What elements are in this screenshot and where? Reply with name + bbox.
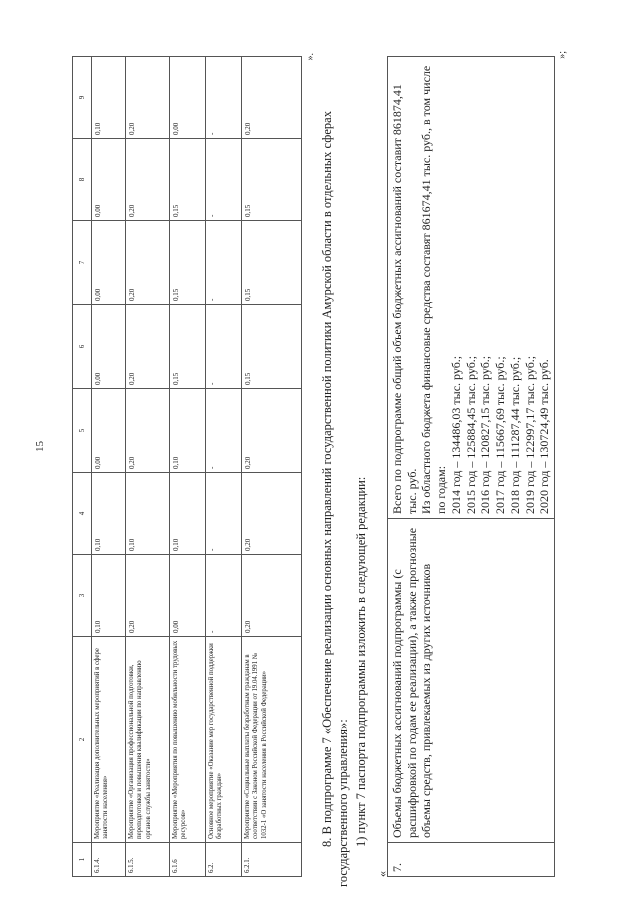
table-row: [92, 57, 126, 877]
table-row: [242, 57, 302, 877]
content-line: 2018 год – 111287,44 тыс. руб.;: [507, 356, 522, 514]
value-cell: 0,10: [92, 555, 126, 637]
rotated-page-content: [72, 47, 637, 887]
activity-name: Мероприятие «Социальные выплаты безработным гражданам в соответствии с Законом Российской Федерации от 19.04.1991 № 1032-1 «О занятости населения в Российской Федерации»: [242, 637, 302, 843]
column-header: 7: [73, 221, 92, 305]
row-id: 6.2.: [206, 843, 242, 877]
value-cell: 0,20: [126, 555, 170, 637]
column-header: 2: [73, 637, 92, 843]
column-header: 8: [73, 139, 92, 221]
value-cell: -: [206, 305, 242, 389]
value-cell: 0,10: [92, 473, 126, 555]
table-row: [206, 57, 242, 877]
row-id: 6.1.5.: [126, 843, 170, 877]
value-cell: 0,15: [170, 305, 206, 389]
value-cell: 0,15: [242, 305, 302, 389]
column-header: 9: [73, 57, 92, 139]
activity-name: Мероприятие «Организация профессиональной подготовки, переподготовки и повышения квалификации по направлению органов службы занятости»: [126, 637, 170, 843]
paragraph-8-item-1: 1) пункт 7 паспорта подпрограммы изложить в следующей редакции:: [353, 476, 368, 847]
value-cell: 0,15: [242, 221, 302, 305]
activity-name: Основное мероприятие «Оказание мер государственной поддержки безработных граждан»: [206, 637, 242, 843]
row-id: 6.1.6: [170, 843, 206, 877]
value-cell: 0,15: [170, 139, 206, 221]
content-line: 2017 год – 115667,69 тыс. руб.;: [493, 356, 507, 514]
column-header: 6: [73, 305, 92, 389]
page-number: 15: [34, 441, 46, 452]
value-cell: -: [206, 555, 242, 637]
column-header: 5: [73, 389, 92, 473]
value-cell: 0,15: [242, 139, 302, 221]
value-cell: 0,15: [170, 221, 206, 305]
passport-closing-quote: »;: [557, 51, 568, 59]
value-cell: 0,00: [92, 389, 126, 473]
value-cell: 0,00: [170, 555, 206, 637]
content-line: 2015 год – 125884,45 тыс. руб.;: [463, 355, 478, 514]
value-cell: 0,00: [92, 139, 126, 221]
table-header-row: [73, 57, 92, 877]
content-line: Из областного бюджета финансовые средства составят 861674,41 тыс. руб., в том числе по годам:: [419, 65, 448, 514]
value-cell: 0,20: [242, 57, 302, 139]
content-line: 2014 год – 134486,03 тыс. руб.;: [448, 355, 463, 514]
value-cell: 0,20: [126, 389, 170, 473]
value-cell: -: [206, 389, 242, 473]
value-cell: 0,20: [242, 389, 302, 473]
value-cell: 0,20: [126, 139, 170, 221]
table-row: [126, 57, 170, 877]
table-closing-quote: ».: [305, 53, 316, 61]
activities-table: [72, 56, 302, 877]
value-cell: -: [206, 221, 242, 305]
row-content: [387, 57, 554, 519]
value-cell: 0,20: [126, 221, 170, 305]
row-id: 6.2.1.: [242, 843, 302, 877]
activity-name: Мероприятие «Мероприятия по повышению мобильности трудовых ресурсов»: [170, 637, 206, 843]
paragraph-8: 8. В подпрограмме 7 «Обеспечение реализации основных направлений государственной политики Амурской области в отдельных сферах государственного управления»:: [320, 111, 351, 887]
content-line: 2019 год – 122997,17 тыс. руб.;: [522, 355, 537, 514]
row-label: Объемы бюджетных ассигнований подпрограммы (с расшифровкой по годам ее реализации), а также прогнозные объемы средств, привлекаемых из других источников: [387, 519, 554, 843]
row-number: 7.: [387, 843, 554, 877]
value-cell: 0,20: [242, 473, 302, 555]
value-cell: 0,20: [126, 305, 170, 389]
value-cell: 0,20: [126, 57, 170, 139]
column-header: 4: [73, 473, 92, 555]
value-cell: 0,00: [92, 221, 126, 305]
table-row: [387, 57, 554, 877]
content-line: 2016 год – 120827,15 тыс. руб.;: [478, 355, 493, 514]
value-cell: 0,00: [170, 57, 206, 139]
row-id: 6.1.4.: [92, 843, 126, 877]
value-cell: 0,20: [242, 555, 302, 637]
column-header: 1: [73, 843, 92, 877]
passport-table: [387, 56, 555, 877]
content-line: Всего по подпрограмме общий объем бюджетных ассигнований составит 861874,41 тыс. руб.: [389, 84, 419, 514]
value-cell: -: [206, 473, 242, 555]
value-cell: 0,10: [92, 57, 126, 139]
value-cell: -: [206, 57, 242, 139]
value-cell: 0,10: [170, 389, 206, 473]
column-header: 3: [73, 555, 92, 637]
value-cell: -: [206, 139, 242, 221]
activity-name: Мероприятие «Реализация дополнительных мероприятий в сфере занятости населения»: [92, 637, 126, 843]
opening-quote: «: [374, 871, 389, 877]
content-line: 2020 год – 130724,49 тыс. руб.: [537, 359, 552, 514]
value-cell: 0,00: [92, 305, 126, 389]
value-cell: 0,10: [126, 473, 170, 555]
value-cell: 0,10: [170, 473, 206, 555]
table-row: [170, 57, 206, 877]
